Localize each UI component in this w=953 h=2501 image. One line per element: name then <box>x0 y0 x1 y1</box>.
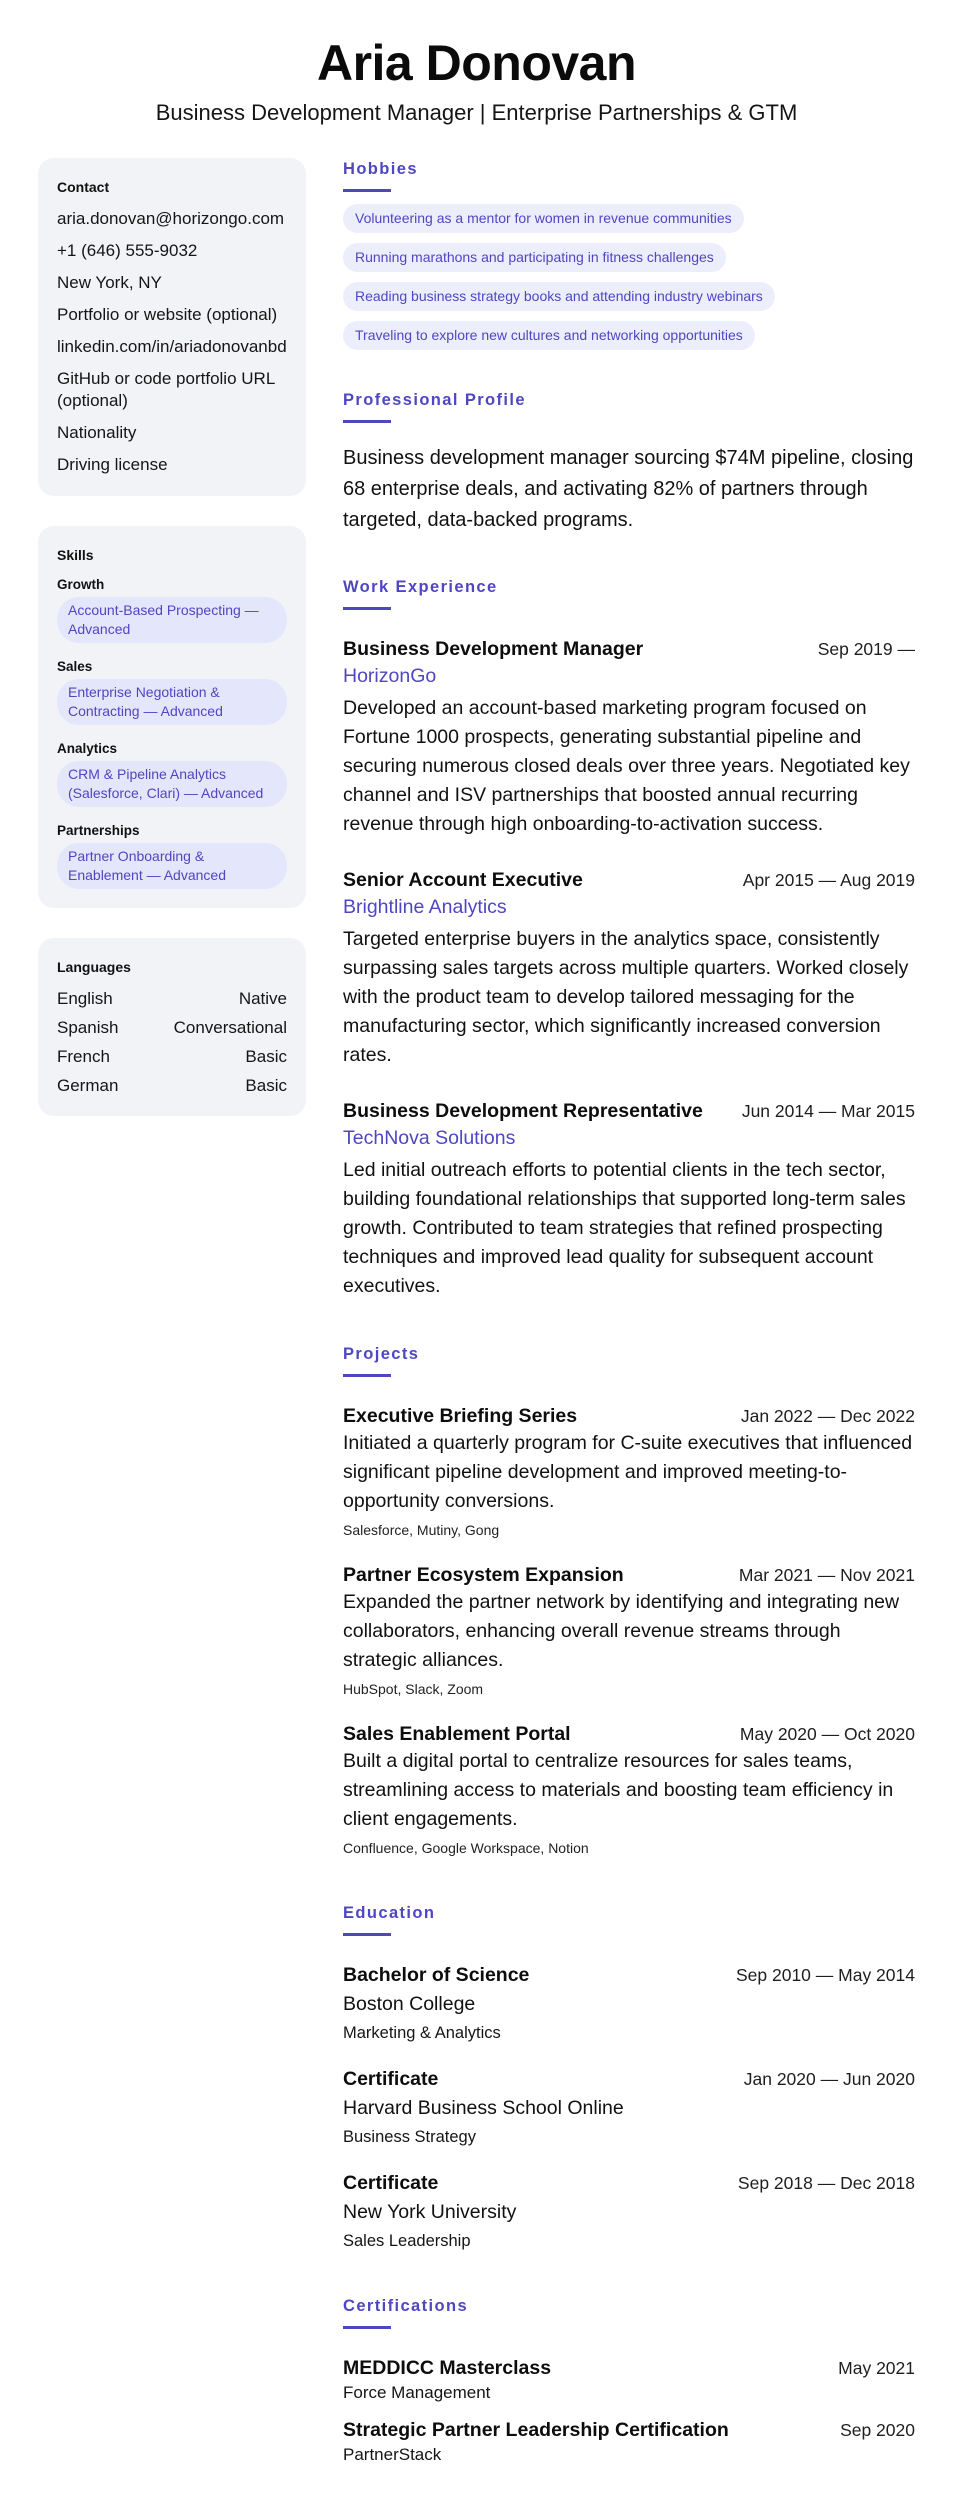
contact-nationality: Nationality <box>57 423 137 442</box>
job-description: Led initial outreach efforts to potential clients in the tech sector, building foundational relationships that supported long-term sales growth. Contributed to team strategies that refined prospecting techniques and improved lead quality for subsequent account executives. <box>343 1159 906 1297</box>
contact-card <box>38 158 306 496</box>
hobby-pill: Traveling to explore new cultures and networking opportunities <box>343 321 755 350</box>
skill-group <box>57 576 287 643</box>
skill-category: Partnerships <box>57 823 140 838</box>
profile-section <box>343 389 915 536</box>
skill-pill: Enterprise Negotiation & Contracting — Advanced <box>57 679 287 725</box>
project-description: Built a digital portal to centralize resources for sales teams, streamlining access to materials and boosting team efficiency in client engagements. <box>343 1750 894 1830</box>
project-name: Executive Briefing Series <box>343 1405 578 1427</box>
job-dates: Jun 2014 — Mar 2015 <box>741 1101 915 1121</box>
skill-pill: Account-Based Prospecting — Advanced <box>57 597 287 643</box>
hobbies-section <box>343 158 915 360</box>
education-title: Education <box>343 1904 436 1922</box>
education-entry <box>343 1962 915 2045</box>
language-level: Conversational <box>173 1018 287 1037</box>
school-name: Harvard Business School Online <box>343 2097 624 2119</box>
education-section <box>343 1902 915 2253</box>
certifications-section <box>343 2295 915 2467</box>
job-dates: Apr 2015 — Aug 2019 <box>742 870 915 890</box>
education-dates: Sep 2010 — May 2014 <box>735 1965 915 1985</box>
hobbies-title: Hobbies <box>343 160 418 178</box>
skill-category: Analytics <box>57 741 118 756</box>
field-of-study: Sales Leadership <box>343 2232 471 2250</box>
field-of-study: Marketing & Analytics <box>343 2024 501 2042</box>
degree-name: Bachelor of Science <box>343 1964 530 1986</box>
section-divider <box>343 189 391 192</box>
language-row <box>57 1017 287 1039</box>
contact-driving-license: Driving license <box>57 455 168 474</box>
project-tools: HubSpot, Slack, Zoom <box>343 1681 484 1697</box>
contact-linkedin[interactable]: linkedin.com/in/ariadonovanbd <box>57 337 287 356</box>
certification-entry <box>343 2417 915 2467</box>
section-divider <box>343 1374 391 1377</box>
education-dates: Sep 2018 — Dec 2018 <box>737 2173 915 2193</box>
projects-title: Projects <box>343 1345 420 1363</box>
degree-name: Certificate <box>343 2172 439 2194</box>
job-description: Developed an account-based marketing program focused on Fortune 1000 prospects, generating substantial pipeline and securing numerous closed deals over three years. Negotiated key channel and ISV partnerships that boosted annual recurring revenue through high onboarding-to-activation success. <box>343 697 910 835</box>
skills-card <box>38 526 306 908</box>
language-name: German <box>57 1076 119 1095</box>
skill-group <box>57 822 287 889</box>
certification-name: MEDDICC Masterclass <box>343 2357 552 2379</box>
hobby-pill: Running marathons and participating in fitness challenges <box>343 243 726 272</box>
language-row <box>57 1046 287 1068</box>
company-name: TechNova Solutions <box>343 1127 516 1149</box>
field-of-study: Business Strategy <box>343 2128 476 2146</box>
project-dates: May 2020 — Oct 2020 <box>739 1724 915 1744</box>
language-name: Spanish <box>57 1018 119 1037</box>
certifications-title: Certifications <box>343 2297 469 2315</box>
company-name: HorizonGo <box>343 665 437 687</box>
skills-title: Skills <box>57 547 94 563</box>
skill-group <box>57 740 287 807</box>
contact-email[interactable]: aria.donovan@horizongo.com <box>57 209 285 228</box>
hobby-pill: Volunteering as a mentor for women in revenue communities <box>343 204 744 233</box>
section-divider <box>343 607 391 610</box>
language-row <box>57 988 287 1010</box>
sidebar <box>38 158 306 1146</box>
certification-issuer: PartnerStack <box>343 2445 442 2464</box>
experience-entry <box>343 636 915 839</box>
school-name: New York University <box>343 2201 517 2223</box>
language-name: French <box>57 1047 110 1066</box>
language-level: Basic <box>245 1076 287 1095</box>
candidate-name: Aria Donovan <box>316 35 637 91</box>
job-title: Business Development Manager <box>343 638 644 660</box>
skill-pill: Partner Onboarding & Enablement — Advanced <box>57 843 287 889</box>
project-entry <box>343 1403 915 1540</box>
experience-entry <box>343 867 915 1070</box>
project-tools: Confluence, Google Workspace, Notion <box>343 1840 589 1856</box>
project-tools: Salesforce, Mutiny, Gong <box>343 1522 500 1538</box>
skill-category: Sales <box>57 659 93 674</box>
contact-github: GitHub or code portfolio URL (optional) <box>57 369 275 410</box>
education-entry <box>343 2170 915 2253</box>
profile-title: Professional Profile <box>343 391 526 409</box>
section-divider <box>343 2326 391 2329</box>
education-entry <box>343 2066 915 2149</box>
projects-section <box>343 1343 915 1858</box>
company-name: Brightline Analytics <box>343 896 507 918</box>
main-content <box>343 158 915 2467</box>
languages-title: Languages <box>57 959 131 975</box>
project-dates: Jan 2022 — Dec 2022 <box>740 1406 915 1426</box>
contact-phone[interactable]: +1 (646) 555-9032 <box>57 241 198 260</box>
hobby-pill: Reading business strategy books and attending industry webinars <box>343 282 775 311</box>
project-description: Initiated a quarterly program for C-suite executives that influenced significant pipeline development and improved meeting-to-opportunity conversions. <box>343 1432 913 1512</box>
education-dates: Jan 2020 — Jun 2020 <box>743 2069 915 2089</box>
project-name: Partner Ecosystem Expansion <box>343 1564 624 1586</box>
experience-section <box>343 576 915 1301</box>
hobbies-list <box>343 204 915 360</box>
skill-group <box>57 658 287 725</box>
language-name: English <box>57 989 113 1008</box>
languages-card <box>38 938 306 1116</box>
experience-entry <box>343 1098 915 1301</box>
contact-location: New York, NY <box>57 273 162 292</box>
job-title: Business Development Representative <box>343 1100 703 1122</box>
certification-date: May 2021 <box>838 2358 915 2378</box>
candidate-headline: Business Development Manager | Enterprise Partnerships & GTM <box>155 100 798 125</box>
section-divider <box>343 420 391 423</box>
school-name: Boston College <box>343 1993 476 2015</box>
skill-category: Growth <box>57 577 105 592</box>
job-dates: Sep 2019 — <box>817 639 915 659</box>
profile-summary: Business development manager sourcing $74M pipeline, closing 68 enterprise deals, and activating 82% of partners through targeted, data-backed programs. <box>343 447 914 531</box>
project-dates: Mar 2021 — Nov 2021 <box>738 1565 915 1585</box>
contact-portfolio: Portfolio or website (optional) <box>57 305 278 324</box>
certification-issuer: Force Management <box>343 2383 491 2402</box>
degree-name: Certificate <box>343 2068 439 2090</box>
project-entry <box>343 1721 915 1858</box>
resume-header <box>0 34 953 128</box>
skill-pill: CRM & Pipeline Analytics (Salesforce, Clari) — Advanced <box>57 761 287 807</box>
certification-name: Strategic Partner Leadership Certification <box>343 2419 729 2441</box>
project-entry <box>343 1562 915 1699</box>
job-description: Targeted enterprise buyers in the analytics space, consistently surpassing sales targets across multiple quarters. Worked closely with the product team to develop tailored messaging for the manufacturing sector, which significantly increased conversion rates. <box>343 928 909 1066</box>
language-level: Native <box>238 989 287 1008</box>
contact-title: Contact <box>57 179 110 195</box>
language-row <box>57 1075 287 1097</box>
job-title: Senior Account Executive <box>343 869 583 891</box>
experience-title: Work Experience <box>343 578 498 596</box>
project-description: Expanded the partner network by identifying and integrating new collaborators, enhancing overall revenue streams through strategic alliances. <box>343 1591 900 1671</box>
certification-date: Sep 2020 <box>840 2420 915 2440</box>
certification-entry <box>343 2355 915 2405</box>
project-name: Sales Enablement Portal <box>343 1723 571 1745</box>
language-level: Basic <box>245 1047 287 1066</box>
section-divider <box>343 1933 391 1936</box>
